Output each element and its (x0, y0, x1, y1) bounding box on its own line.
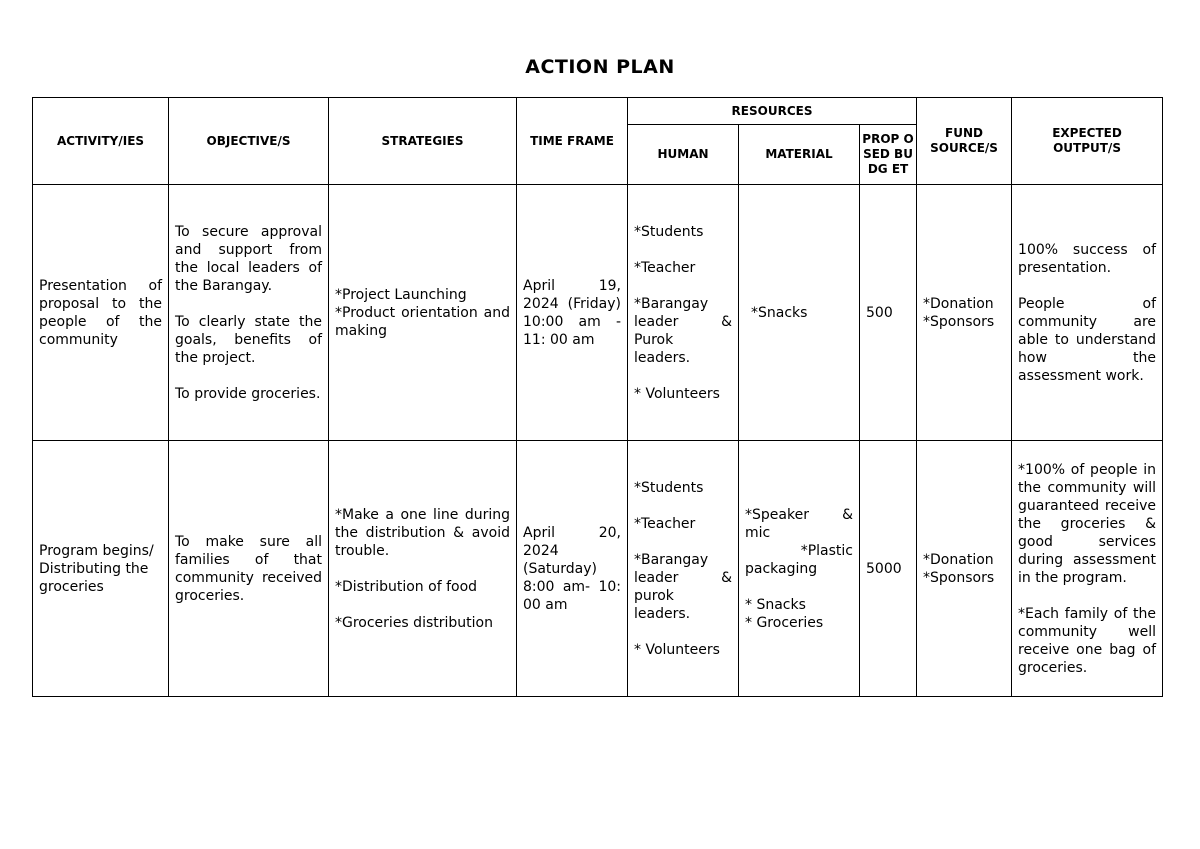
header-budget: PROP OSED BUDG ET (860, 125, 917, 185)
strategy-item: *Groceries distribution (335, 614, 493, 631)
header-expected-output: EXPECTED OUTPUT/S (1012, 98, 1163, 185)
output-item: People of community are able to understand how the assessment work. (1018, 295, 1157, 384)
human-item: *Teacher (634, 259, 696, 276)
time-frame-cell: April 19, 2024 (Friday) 10:00 am - 11: 00 am (517, 185, 628, 441)
strategy-item: *Product orientation and making (335, 304, 510, 339)
material-item: *Speaker & mic (745, 506, 853, 541)
table-row (33, 441, 1163, 697)
material-resources-cell (739, 441, 860, 697)
human-item: * Volunteers (634, 385, 720, 402)
output-item: *Each family of the community well receive one bag of groceries. (1018, 605, 1157, 676)
material-item: *Snacks (751, 304, 808, 321)
budget-cell: 5000 (860, 441, 917, 697)
fund-source-item: *Donation (923, 295, 994, 312)
human-resources-cell (628, 185, 739, 441)
expected-output-cell (1012, 441, 1163, 697)
material-item: *Plastic packaging (745, 542, 853, 577)
header-strategies: STRATEGIES (329, 98, 517, 185)
fund-source-item: *Sponsors (923, 569, 995, 586)
table-row (33, 185, 1163, 441)
strategy-item: *Distribution of food (335, 578, 478, 595)
activity-cell: Program begins/ Distributing the groceries (33, 441, 169, 697)
objective-item: To clearly state the goals, benefits of the project. (175, 313, 322, 366)
human-item: * Volunteers (634, 641, 720, 658)
human-item: *Barangay leader & Purok leaders. (634, 295, 732, 366)
time-frame-cell: April 20, 2024 (Saturday) 8:00 am- 10: 00 am (517, 441, 628, 697)
human-resources-cell (628, 441, 739, 697)
fund-source-cell (917, 441, 1012, 697)
material-item: * Groceries (745, 614, 824, 631)
human-item: *Barangay leader & purok leaders. (634, 551, 732, 622)
strategies-cell (329, 185, 517, 441)
budget-cell: 500 (860, 185, 917, 441)
header-material: MATERIAL (739, 125, 860, 185)
header-fund-source: FUND SOURCE/S (917, 98, 1012, 185)
page-title: ACTION PLAN (525, 56, 675, 78)
human-item: *Students (634, 479, 704, 496)
objectives-cell (169, 185, 329, 441)
fund-source-cell (917, 185, 1012, 441)
fund-source-item: *Donation (923, 551, 994, 568)
objectives-cell: To make sure all families of that community received groceries. (169, 441, 329, 697)
material-item: * Snacks (745, 596, 806, 613)
expected-output-cell (1012, 185, 1163, 441)
objective-item: To secure approval and support from the local leaders of the Barangay. (175, 223, 322, 294)
activity-cell: Presentation of proposal to the people of the community (33, 185, 169, 441)
action-plan-table (32, 97, 1163, 697)
fund-source-item: *Sponsors (923, 313, 995, 330)
output-item: *100% of people in the community will guaranteed receive the groceries & good services during assessment in the program. (1018, 461, 1157, 586)
human-item: *Students (634, 223, 704, 240)
material-resources-cell (739, 185, 860, 441)
human-item: *Teacher (634, 515, 696, 532)
objective-item: To provide groceries. (175, 385, 321, 402)
strategies-cell (329, 441, 517, 697)
header-human: HUMAN (628, 125, 739, 185)
header-activity: ACTIVITY/IES (33, 98, 169, 185)
output-item: 100% success of presentation. (1018, 241, 1157, 276)
header-row (33, 98, 1163, 125)
header-objective: OBJECTIVE/S (169, 98, 329, 185)
header-resources: RESOURCES (628, 98, 917, 125)
strategy-item: *Make a one line during the distribution & avoid trouble. (335, 506, 510, 559)
header-time-frame: TIME FRAME (517, 98, 628, 185)
strategy-item: *Project Launching (335, 286, 467, 303)
